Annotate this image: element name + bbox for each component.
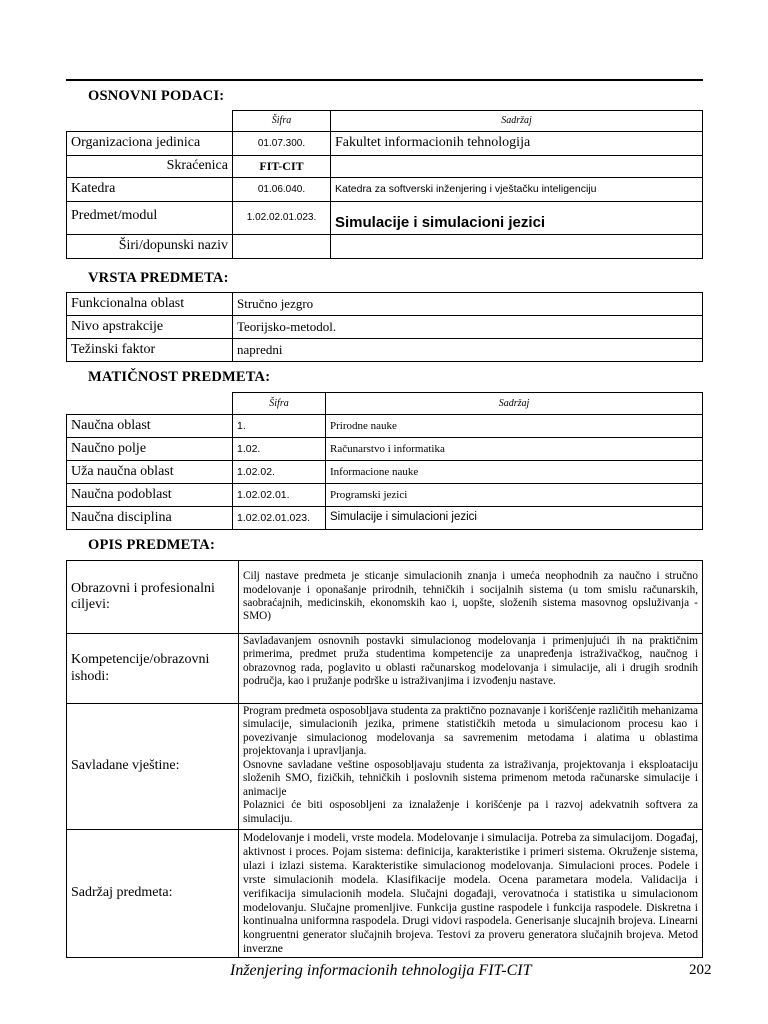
row-value: Informacione nauke: [326, 461, 703, 484]
table-row: [67, 178, 703, 202]
table-row: [67, 316, 703, 339]
row-code: 1.02.: [233, 438, 326, 461]
table-row: [67, 202, 703, 235]
row-label: Uža naučna oblast: [67, 461, 233, 484]
opis-table: [66, 560, 703, 958]
page-number: 202: [689, 962, 712, 978]
row-value: Programski jezici: [326, 484, 703, 507]
row-code: 01.06.040.: [233, 178, 331, 202]
header-blank: [67, 111, 233, 132]
table-row: [67, 830, 703, 958]
section-osnovni-title: OSNOVNI PODACI:: [88, 88, 225, 104]
row-label: Sadržaj predmeta:: [67, 830, 239, 958]
row-label: Organizaciona jedinica: [67, 132, 233, 156]
osnovni-table: [66, 110, 703, 259]
row-label: Širi/dopunski naziv: [67, 235, 233, 259]
header-blank: [67, 393, 233, 415]
table-row: [67, 132, 703, 156]
row-value: Katedra za softverski inženjering i vještačku inteligenciju: [331, 178, 703, 202]
row-label: Naučna disciplina: [67, 507, 233, 530]
table-row: [67, 704, 703, 830]
row-label: Kompetencije/obrazovni ishodi:: [67, 634, 239, 704]
row-label: Naučna podoblast: [67, 484, 233, 507]
table-row: [67, 461, 703, 484]
row-value: [239, 830, 703, 958]
table-row: [67, 293, 703, 316]
table-row: [67, 484, 703, 507]
header-sifra: Šifra: [233, 393, 326, 415]
row-label: Obrazovni i profesionalni ciljevi:: [67, 561, 239, 634]
table-row: [67, 415, 703, 438]
row-label: Nivo apstrakcije: [67, 316, 233, 339]
row-value: Prirodne nauke: [326, 415, 703, 438]
section-opis-title: OPIS PREDMETA:: [88, 537, 215, 553]
paragraph: Modelovanje i modeli, vrste modela. Modelovanje i simulacija. Potreba za simulacijom. Događaj, aktivnost i proces. Pojam sistema: definicija, karakteristike i primeri sistema. Okruženje sistema, ulazi i izlazi sistema. Karakteristike simulacionog modelovanja. Simulacioni proces. Podele i vrste simulacionih modela. Klasifikacije modela. Ocena parametara modela. Validacija i verifikacija simulacionih modela. Slučajni događaji, verovatnoća i statistika u simulacionom modelovanju. Slučajne promenljive. Funkcija gustine raspodele i funkcija raspodele. Diskretna i kontinualna uniformna raspodela. Drugi vidovi raspodela. Generisanje slucajnih brojeva. Linearni kongruentni generator slučajnih brojeva. Testovi za proveru generatora slučajnih brojeva. Metod inverzne: [243, 831, 698, 955]
row-value: Savladavanjem osnovnih postavki simulacionog modelovanja i primenjujući ih na praktičnim primerima, predmet pruža studentima kompetencije za unapređenja istraživačkog, naučnog i obrazovnog rada, poglavito u oblasti računarskog modelovanja i simulacije, ali i drugih srodnih područja, kao i pružanje podrške u istraživanjima i izvođenju nastave.: [239, 634, 703, 704]
table-row: [67, 156, 703, 178]
header-sadrzaj: Sadržaj: [326, 393, 703, 415]
row-code: 1.02.02.: [233, 461, 326, 484]
table-row: [67, 339, 703, 362]
row-label: Predmet/modul: [67, 202, 233, 235]
paragraph: Osnovne savladane veštine osposobljavaju studenta za istraživanja, projektovanja i eksploataciju složenih SMO, fizičkih, tehničkih i poslovnih sistema primenom metoda računarske simulacije i animacije: [243, 758, 698, 798]
row-label: Katedra: [67, 178, 233, 202]
row-code: 1.02.02.01.: [233, 484, 326, 507]
row-code: [233, 235, 331, 259]
row-label: Težinski faktor: [67, 339, 233, 362]
table-row: [67, 235, 703, 259]
row-code: 1.02.02.01.023.: [233, 202, 331, 235]
vrsta-table: [66, 292, 703, 362]
row-value: Stručno jezgro: [233, 293, 703, 316]
header-sadrzaj: Sadržaj: [331, 111, 703, 132]
row-code: 01.07.300.: [233, 132, 331, 156]
table-header: [67, 393, 703, 415]
row-value: [239, 704, 703, 830]
row-label: Naučno polje: [67, 438, 233, 461]
table-row: [67, 561, 703, 634]
row-value: Fakultet informacionih tehnologija: [331, 132, 703, 156]
maticnost-table: [66, 392, 703, 530]
row-code: 1.: [233, 415, 326, 438]
table-row: [67, 507, 703, 530]
paragraph: Polaznici će biti osposobljeni za iznalaženje i korišćenje pa i razvoj adekvatnih softvera za simulaciju.: [243, 799, 698, 825]
top-rule: [66, 79, 703, 81]
table-row: [67, 634, 703, 704]
row-value: Cilj nastave predmeta je sticanje simulacionih znanja i umeća neophodnih za naučno i stručno modelovanje i oponašanje prirodnih, tehničkih i socijalnih sistema (u tom smislu računarskih, saobraćajnih, medicinskih, ekonomskih kao i, uopšte, složenih sistema masovnog opsluživanja - SMO): [239, 561, 703, 634]
row-value: [331, 156, 703, 178]
row-code: FIT-CIT: [233, 156, 331, 178]
row-value: Teorijsko-metodol.: [233, 316, 703, 339]
row-label: Naučna oblast: [67, 415, 233, 438]
section-maticnost-title: MATIČNOST PREDMETA:: [88, 369, 271, 385]
table-header: [67, 111, 703, 132]
row-value: napredni: [233, 339, 703, 362]
row-label: Skraćenica: [67, 156, 233, 178]
table-row: [67, 438, 703, 461]
row-code: 1.02.02.01.023.: [233, 507, 326, 530]
row-value: Simulacije i simulacioni jezici: [331, 202, 703, 235]
row-label: Funkcionalna oblast: [67, 293, 233, 316]
footer-title: Inženjering informacionih tehnologija FIT-CIT: [230, 962, 532, 979]
header-sifra: Šifra: [233, 111, 331, 132]
row-value: Računarstvo i informatika: [326, 438, 703, 461]
row-label: Savladane vještine:: [67, 704, 239, 830]
section-vrsta-title: VRSTA PREDMETA:: [88, 270, 229, 286]
paragraph: Program predmeta osposobljava studenta za praktično poznavanje i korišćenje različitih mehanizama simulacije, simulacionih jezika, primene statističkih metoda u simulacionom procesu kao i povezivanje simulacionog modelovanja sa savremenim metodama i alatima u oblastima projektovanja i upravljanja.: [243, 705, 698, 758]
row-value: Simulacije i simulacioni jezici: [326, 507, 703, 530]
row-value: [331, 235, 703, 259]
